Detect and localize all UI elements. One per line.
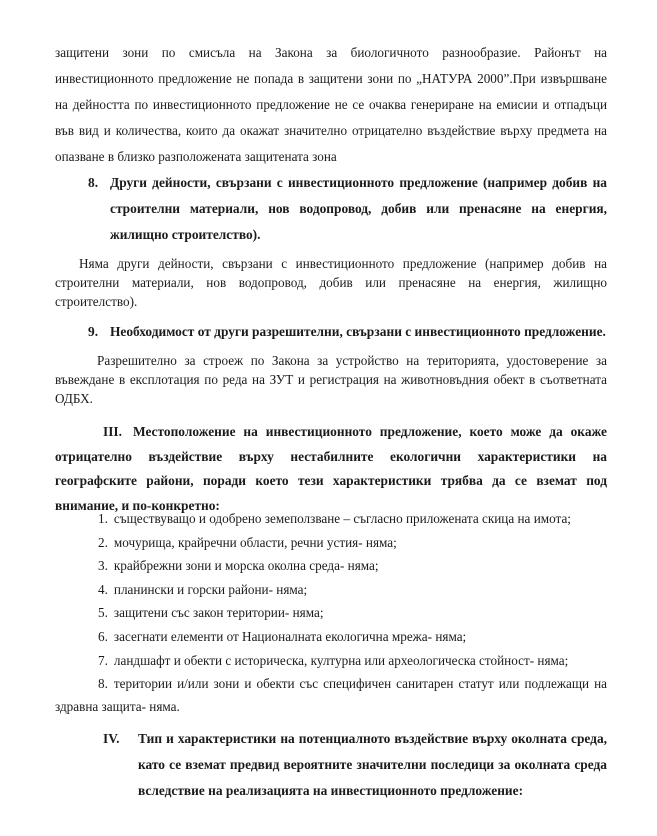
list-item-4-text: планински и горски райони- няма; (113, 581, 308, 597)
list-item-4-number: 4. (98, 581, 108, 597)
heading-item-8-text: Други дейности, свързани с инвестиционното предложение (например добив на строителни материали, нов водопровод, добив или пренасяне на енергия, жилищно строителство). (110, 175, 607, 242)
list-item-3-number: 3. (98, 558, 108, 574)
list-item-3-text: крайбрежни зони и морска околна среда- няма; (113, 558, 379, 574)
list-item-2-text: мочурища, крайречни области, речни устия- няма; (113, 534, 397, 550)
list-item-5-text: защитени със закон територии- няма; (113, 605, 324, 621)
list-item-land-use (55, 508, 607, 531)
list-item-8-number: 8. (98, 676, 108, 692)
list-item-sanitary-status (55, 673, 607, 718)
list-item-5-number: 5. (98, 605, 108, 621)
section-iv-heading (55, 726, 607, 804)
section-iii-heading (55, 420, 607, 518)
heading-item-8-number: 8. (88, 175, 99, 190)
list-item-8-text: територии и/или зони и обекти със специфичен санитарен статут или подлежащи на здравна защита- няма. (55, 676, 607, 714)
heading-item-9-number: 9. (88, 324, 99, 339)
section-iv-text: Тип и характеристики на потенциалното въздействие върху околната среда, като се вземат предвид вероятните значителни последици за околната среда вследствие на реализацията на инвестиционното предложение: (138, 731, 607, 798)
list-item-1-number: 1. (98, 511, 108, 526)
list-item-6-text: засегнати елементи от Националната екологична мрежа- няма; (113, 628, 467, 644)
paragraph-protected-zones: защитени зони по смисъла на Закона за биологичното разнообразие. Районът на инвестиционното предложение не попада в защитени зони по „НАТУРА 2000”.При извършване на дейността по инвестиционното предложение не се очаква генериране на емисии и отпадъци във вид и количества, които да окажат значително отрицателно въздействие върху предмета на опазване в близко разположената защитената зона (55, 45, 607, 164)
paragraph-construction-permit: Разрешително за строеж по Закона за устройство на територията, удостоверение за въвеждане в експлотация по реда на ЗУТ и регистрация на животновъдния обект в съответната ОДБХ. (55, 353, 607, 406)
heading-item-9 (55, 321, 607, 343)
list-item-1-text: съществуващо и одобрено земеползване – съгласно приложената скица на имота; (113, 511, 571, 526)
paragraph-no-other-activities: Няма други дейности, свързани с инвестиционното предложение (например добив на строителни материали, нов водопровод, добив или пренасяне на енергия, жилищно строителство). (55, 256, 607, 309)
list-item-coastal-zones (55, 555, 607, 578)
list-item-6-number: 6. (98, 628, 108, 644)
heading-item-9-text: Необходимост от други разрешителни, свързани с инвестиционното предложение. (110, 324, 606, 339)
list-item-ecological-network (55, 626, 607, 649)
section-iii-text: Местоположение на инвестиционното предложение, което може да окаже отрицателно въздействие върху нестабилните екологични характеристики на географските райони, поради което тези характеристики трябва да се вземат под внимание, и по-конкретно: (55, 424, 607, 513)
list-item-mountain-forest (55, 579, 607, 602)
location-characteristics-list (55, 508, 607, 719)
list-item-7-number: 7. (98, 652, 108, 668)
list-item-2-number: 2. (98, 534, 108, 550)
section-iv-number: IV. (103, 731, 120, 746)
list-item-protected-territories (55, 602, 607, 625)
list-item-landscape-heritage (55, 650, 607, 673)
list-item-wetlands (55, 532, 607, 555)
list-item-7-text: ландшафт и обекти с историческа, културна или археологическа стойност- няма; (113, 652, 569, 668)
heading-item-8 (55, 170, 607, 248)
section-iii-number: III. (103, 424, 122, 439)
